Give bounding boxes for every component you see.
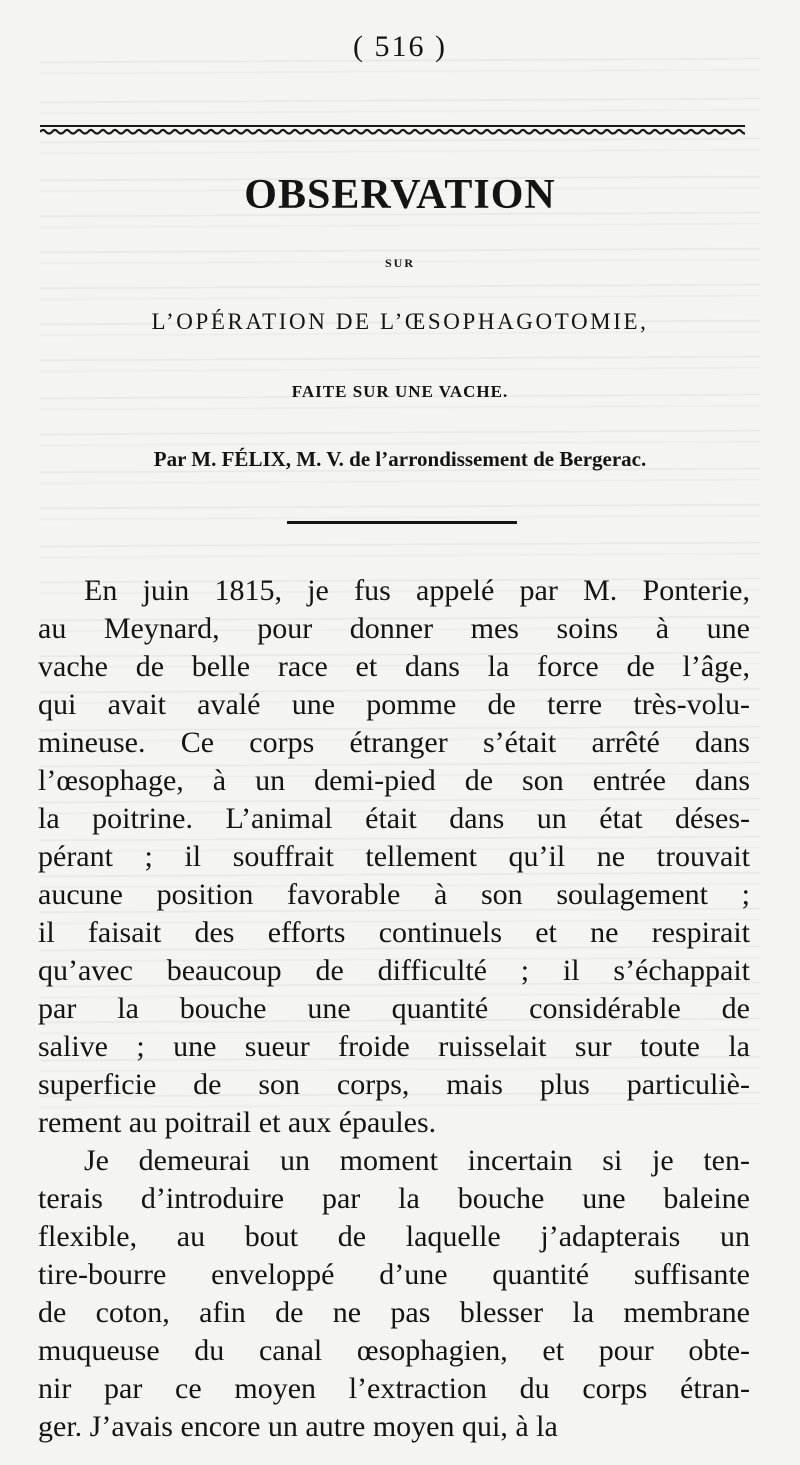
text-line: rement au poitrail et aux épaules. [38,1106,437,1139]
text-line: l’œsophage, à un demi-pied de son entrée dans [38,764,750,797]
text-line: qu’avec beaucoup de difficulté ; il s’échappait [38,954,750,987]
article-subtitle: L’OPÉRATION DE L’ŒSOPHAGOTOMIE, [151,309,649,334]
show-through-line [40,504,760,520]
section-separator [287,521,517,524]
text-line: la poitrine. L’animal était dans un état déses- [38,802,750,835]
page-number: ( 516 ) [353,30,447,63]
text-line: nir par ce moyen l’extraction du corps étran- [38,1372,750,1405]
show-through-line [40,138,760,154]
article-subtitle-2: FAITE SUR UNE VACHE. [291,382,509,401]
show-through-line [40,356,760,372]
text-line: muqueuse du canal œsophagien, et pour obte- [38,1334,750,1367]
decorative-header-rule [40,124,745,136]
wavy-ornament [40,130,745,134]
text-line: Je demeurai un moment incertain si je ten- [84,1144,750,1177]
text-line: par la bouche une quantité considérable de [38,992,750,1025]
title-connector: SUR [384,256,415,270]
text-line: vache de belle race et dans la force de l’âge, [38,650,750,683]
text-line: En juin 1815, je fus appelé par M. Ponterie, [84,574,750,607]
text-line: de coton, afin de ne pas blesser la membrane [38,1296,750,1329]
show-through-line [40,284,760,300]
text-line: au Meynard, pour donner mes soins à une [38,612,750,645]
show-through-line [40,430,760,446]
text-line: ger. J’avais encore un autre moyen qui, à la [38,1410,558,1443]
text-line: qui avait avalé une pomme de terre très-volu- [38,688,750,721]
show-through-line [40,98,760,114]
text-line: aucune position favorable à son soulagement ; [38,878,750,911]
text-line: superficie de son corps, mais plus particuliè- [38,1068,750,1101]
text-line: tire-bourre enveloppé d’une quantité suffisante [38,1258,750,1291]
text-line: pérant ; il souffrait tellement qu’il ne trouvait [38,840,750,873]
author-byline: Par M. FÉLIX, M. V. de l’arrondissement de Bergerac. [153,447,647,471]
text-line: il faisait des efforts continuels et ne respirait [38,916,750,949]
text-line: terais d’introduire par la bouche une baleine [38,1182,750,1215]
show-through-line [40,542,760,558]
paragraph-1 [38,572,750,1142]
article-body [38,572,750,1446]
text-line: mineuse. Ce corps étranger s’était arrêté dans [38,726,750,759]
paragraph-2 [38,1142,750,1446]
article-title: OBSERVATION [244,172,556,218]
text-line: flexible, au bout de laquelle j’adapterais un [38,1220,750,1253]
text-line: salive ; une sueur froide ruisselait sur toute la [38,1030,750,1063]
